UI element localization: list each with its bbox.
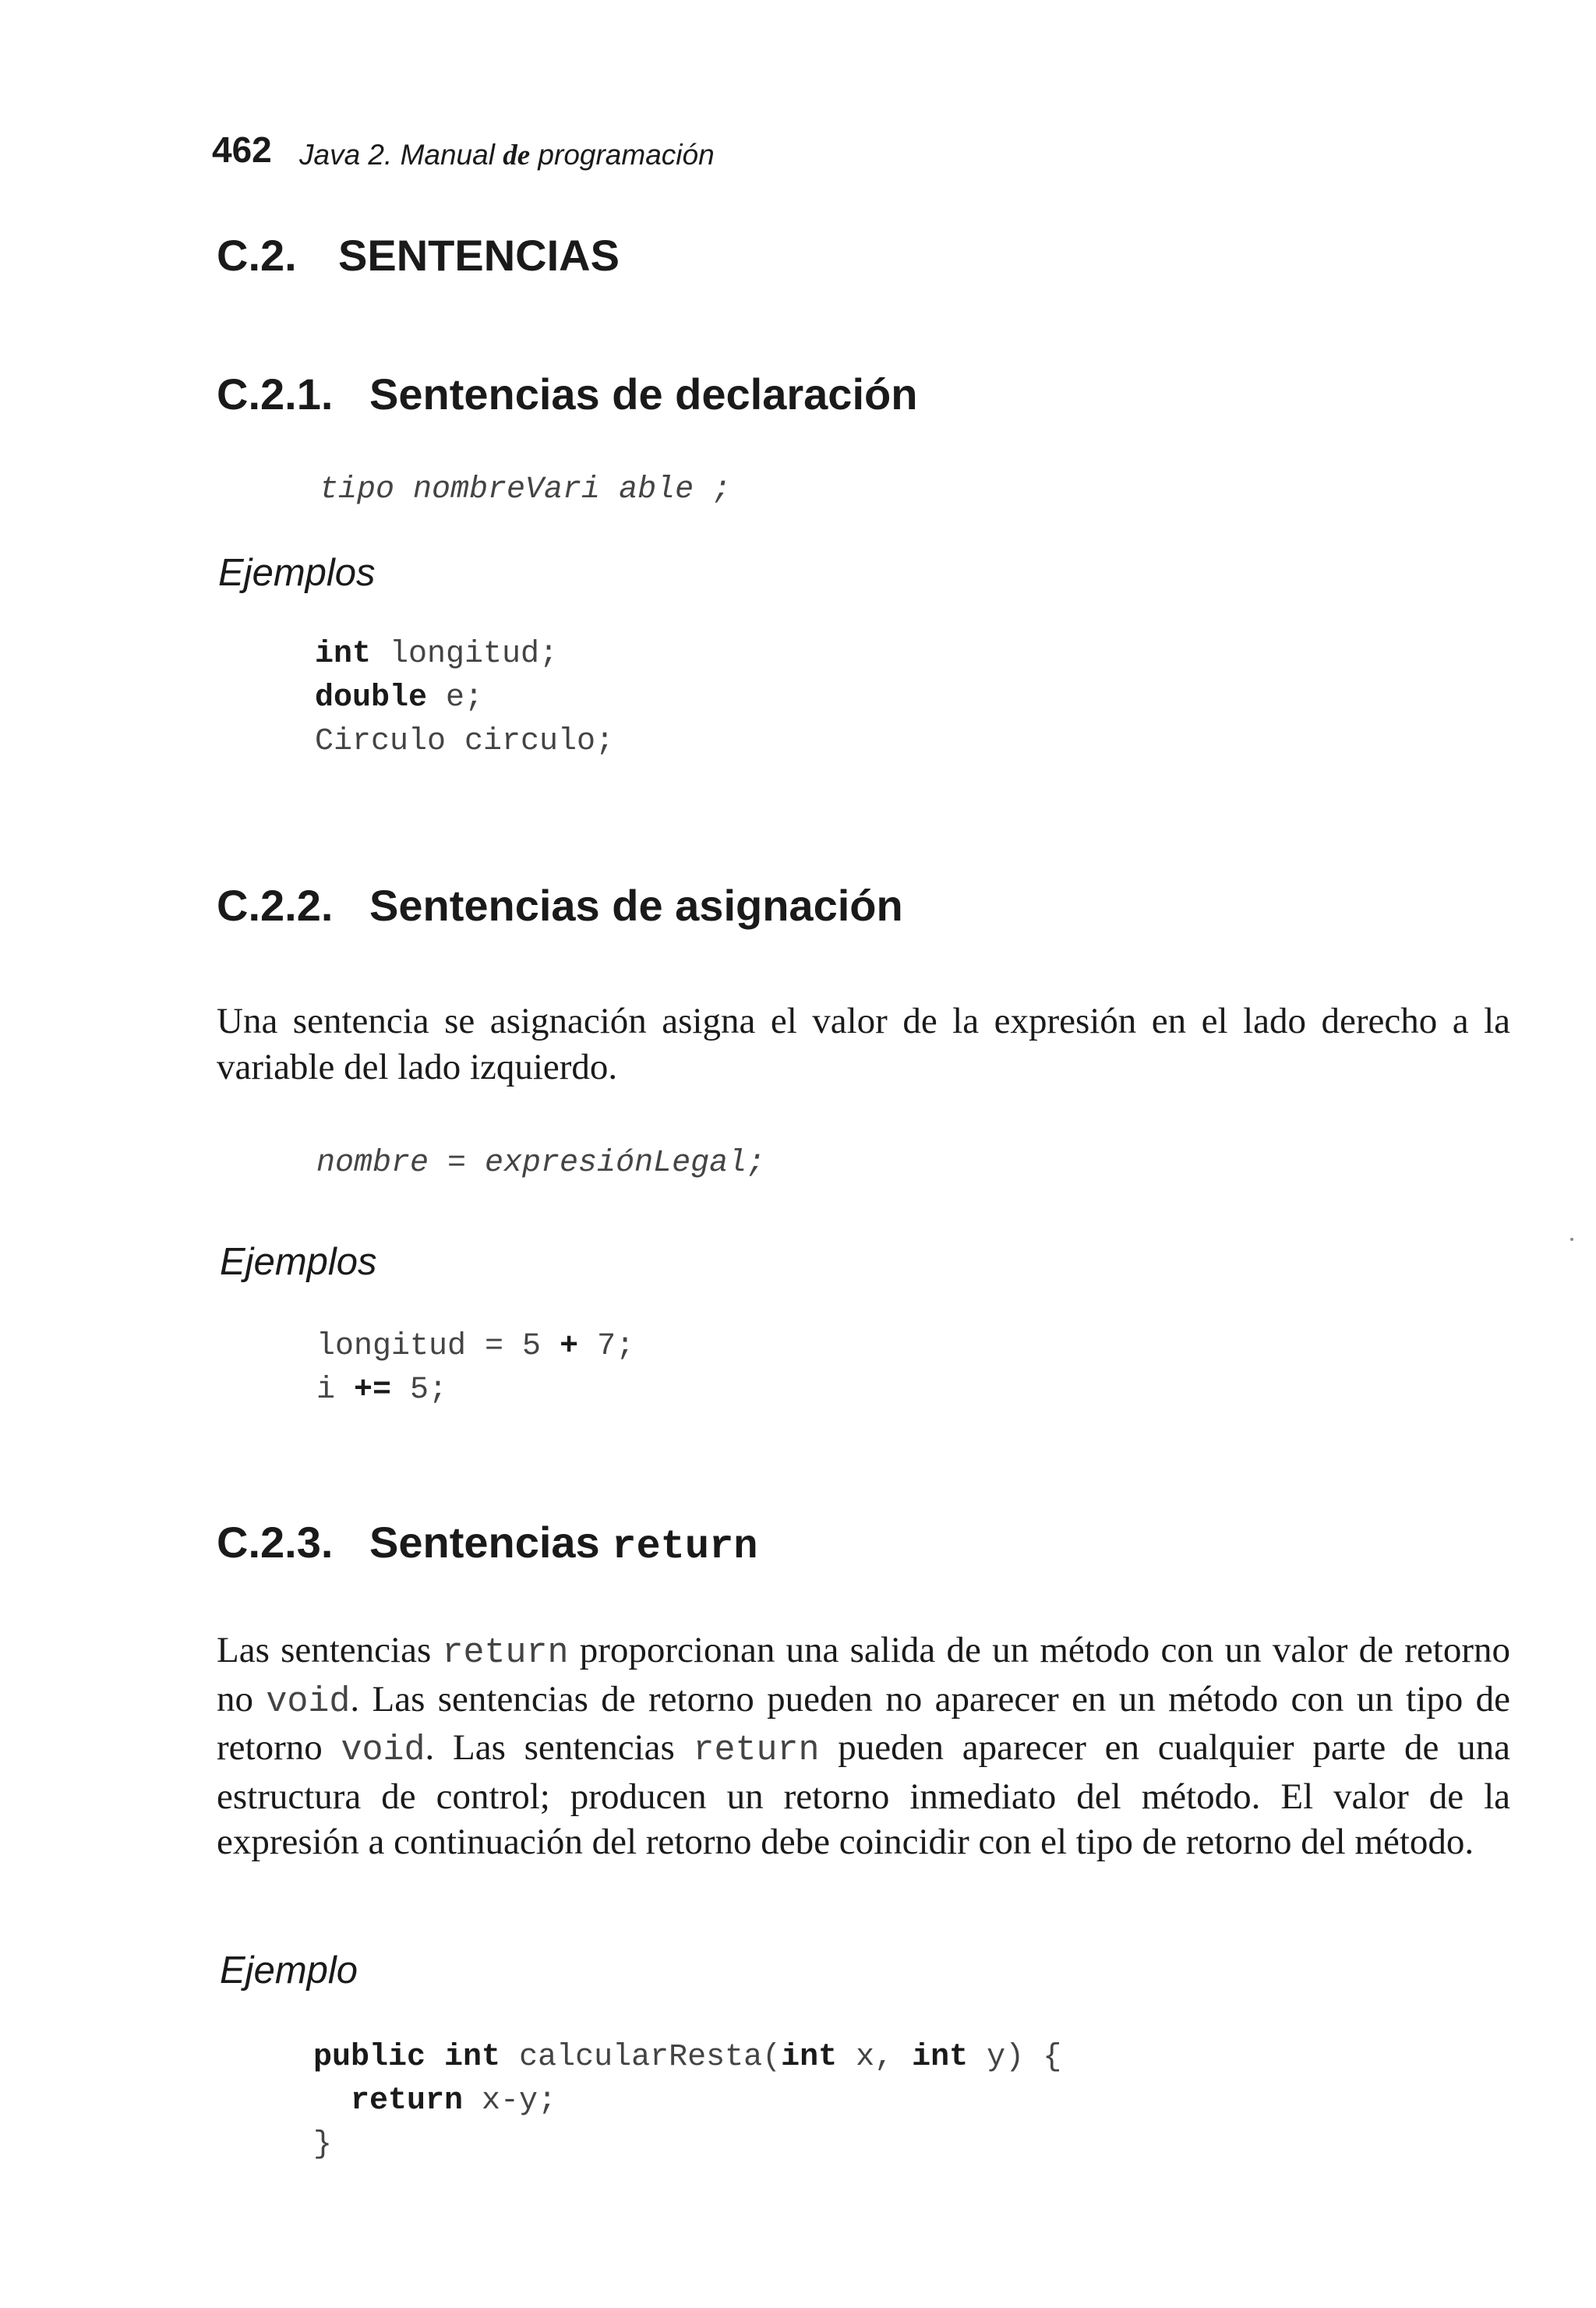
keyword: int — [781, 2040, 838, 2075]
running-header-a: Java 2. Manual — [299, 139, 503, 171]
code-line — [315, 677, 614, 720]
code-text: x, — [837, 2040, 913, 2075]
section-heading — [217, 230, 620, 281]
inline-code: return — [693, 1730, 820, 1770]
code-text: i — [316, 1373, 355, 1408]
page-number: 462 — [212, 129, 272, 170]
subsection-number-2: C.2.2. — [217, 881, 334, 930]
assignment-paragraph: Una sentencia se asignación asigna el valor de la expresión en el lado derecho a la variable del lado izquierdo. — [217, 1001, 1510, 1087]
code-text: y) { — [968, 2040, 1062, 2075]
code-text: } — [313, 2127, 333, 2162]
code-text: 7; — [578, 1329, 635, 1364]
keyword: double — [315, 680, 428, 716]
subsection-number-1: C.2.1. — [217, 369, 334, 419]
code-line — [315, 633, 614, 677]
subsection-heading-1 — [217, 369, 917, 419]
keyword: int — [315, 637, 372, 672]
declaration-syntax — [320, 468, 731, 512]
subsection-title-code: return — [612, 1524, 758, 1570]
code-text: Circulo circulo; — [315, 724, 615, 759]
keyword: int — [444, 2040, 501, 2075]
subsection-title-3: Sentencias — [369, 1518, 613, 1567]
code-text: x-y; — [463, 2084, 557, 2119]
inline-code: return — [442, 1633, 569, 1673]
subsection-number-3: C.2.3. — [217, 1518, 334, 1567]
subsection-title-1: Sentencias de declaración — [369, 369, 918, 419]
example-label-3: Ejemplo — [220, 1949, 358, 1992]
keyword: return — [351, 2084, 464, 2119]
code-line — [316, 1325, 634, 1369]
assignment-syntax: nombre = expresiónLegal; — [316, 1146, 766, 1181]
examples-label-2: Ejemplos — [220, 1241, 377, 1283]
operator: + — [560, 1329, 579, 1364]
operator: += — [354, 1373, 392, 1408]
code-text: 5; — [391, 1373, 448, 1408]
keyword: int — [912, 2040, 969, 2075]
text: . Las sentencias de retorno pueden no aparecer en un método con un tipo de retorno — [217, 1678, 1510, 1768]
running-header-b: programación — [530, 139, 715, 171]
syntax-part-b: able — [619, 472, 694, 507]
running-header-de: de — [503, 140, 531, 171]
code-line — [313, 2123, 1061, 2167]
syntax-part-c: ; — [712, 472, 732, 507]
subsection-title-2: Sentencias de asignación — [369, 881, 903, 930]
scan-speck — [1570, 1238, 1573, 1241]
text: Las sentencias — [217, 1630, 443, 1670]
section-title: SENTENCIAS — [338, 231, 620, 280]
code-text: calcularResta( — [500, 2040, 782, 2075]
code-text: longitud = 5 — [316, 1329, 560, 1364]
code-line — [315, 720, 614, 764]
text: proporcionan una salida de un método con un valor de retorno no — [217, 1630, 1510, 1720]
code-line — [316, 1369, 634, 1412]
return-paragraph — [217, 1628, 1510, 1865]
code-text: e; — [427, 680, 484, 716]
running-header — [299, 139, 715, 172]
section-number: C.2. — [217, 231, 297, 280]
return-example-code — [313, 2036, 1061, 2167]
subsection-heading-2 — [217, 880, 903, 931]
text: pueden aparecer en cualquier parte de una estructura de control; producen un retorno inmediato del método. El valor de la expresión a continuación del retorno debe coincidir con el tipo de retorno del método. — [217, 1727, 1510, 1862]
code-text: longitud; — [371, 637, 559, 672]
syntax-part-a: tipo nombreVari — [320, 472, 601, 507]
assignment-examples — [316, 1325, 634, 1412]
text: . Las sentencias — [425, 1727, 694, 1768]
code-line — [313, 2036, 1061, 2080]
inline-code: void — [341, 1730, 425, 1770]
declaration-examples — [315, 633, 614, 764]
code-line — [313, 2080, 1061, 2123]
examples-label-1: Ejemplos — [218, 552, 376, 594]
keyword: public — [313, 2040, 426, 2075]
inline-code: void — [266, 1681, 351, 1722]
subsection-heading-3 — [217, 1517, 758, 1570]
